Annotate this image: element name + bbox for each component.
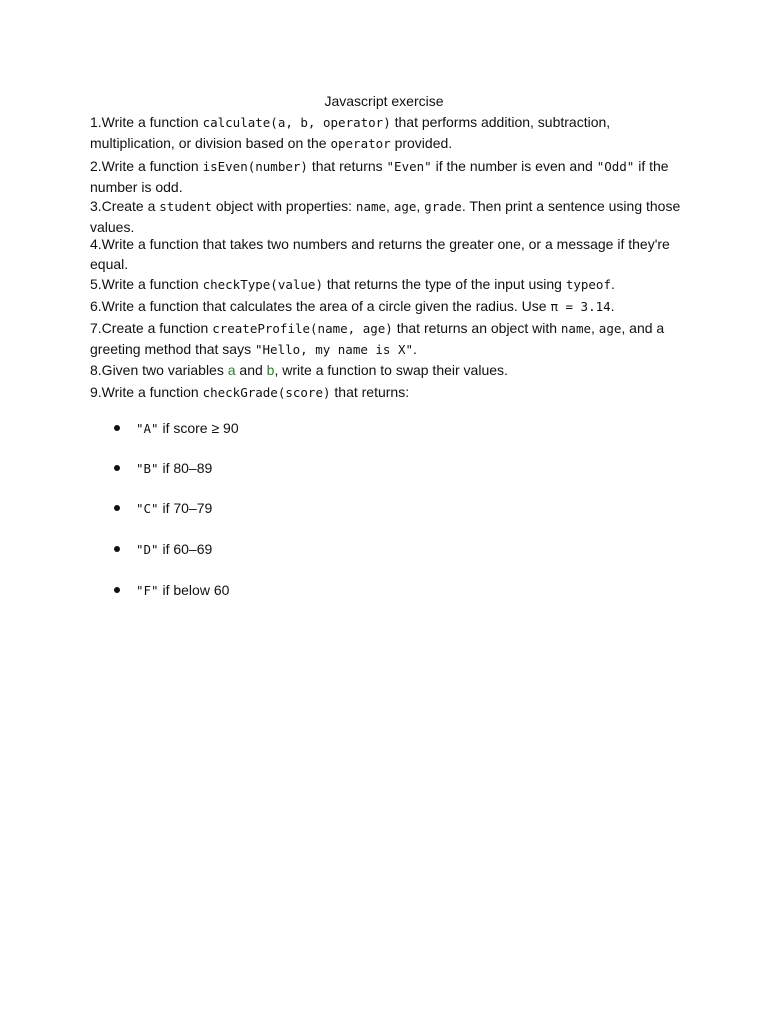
exercise-item-6 xyxy=(90,296,682,317)
code-snippet: typeof xyxy=(565,277,611,292)
bullet-dot-icon xyxy=(114,587,120,593)
code-snippet: checkType(value) xyxy=(202,277,323,292)
grade-bullet-item xyxy=(114,419,239,438)
exercise-text: 9.Write a function xyxy=(90,384,203,400)
grade-bullet-item xyxy=(114,499,212,518)
exercise-text: 3.Create a xyxy=(90,198,160,214)
exercise-item-1 xyxy=(90,112,682,154)
exercise-text: and xyxy=(235,362,267,378)
code-snippet: name xyxy=(560,321,592,336)
exercise-item-7 xyxy=(90,318,682,360)
exercise-text: 8.Given two variables xyxy=(90,362,228,378)
exercise-text: 4.Write a function that takes two numbers and returns the greater one, or a message if they're equal. xyxy=(90,236,670,272)
grade-condition: if 70–79 xyxy=(158,500,213,516)
bullet-dot-icon xyxy=(114,425,120,431)
grade-bullet-item xyxy=(114,581,229,600)
exercise-item-2 xyxy=(90,156,682,197)
code-snippet: calculate(a, b, operator) xyxy=(202,115,391,130)
grade-letter: "B" xyxy=(136,461,159,476)
code-snippet: age xyxy=(598,321,622,336)
page-title: Javascript exercise xyxy=(324,93,444,109)
code-snippet: "Hello, my name is X" xyxy=(255,342,414,357)
code-snippet: π = 3.14 xyxy=(550,299,611,314)
grade-condition: if 60–69 xyxy=(158,541,213,557)
grade-bullet-item xyxy=(114,459,212,478)
code-snippet: isEven(number) xyxy=(202,159,308,174)
grade-letter: "F" xyxy=(136,583,159,598)
exercise-text: 1.Write a function xyxy=(90,114,203,130)
exercise-text: 5.Write a function xyxy=(90,276,203,292)
code-snippet: operator xyxy=(330,136,391,151)
exercise-text: if the number is even and xyxy=(431,158,597,174)
variable-name: a xyxy=(227,362,236,378)
exercise-item-8 xyxy=(90,360,682,380)
exercise-text: that returns the type of the input using xyxy=(323,276,566,292)
exercise-text: provided. xyxy=(390,135,453,151)
code-snippet: student xyxy=(159,199,212,214)
code-snippet: age xyxy=(393,199,417,214)
grade-letter: "C" xyxy=(136,501,159,516)
exercise-text: . xyxy=(610,276,615,292)
exercise-text: , and a greeting method that says xyxy=(90,320,665,357)
exercise-text: that returns xyxy=(307,158,387,174)
exercise-text: that performs addition, subtraction, multiplication, or division based on the xyxy=(90,114,611,151)
code-snippet: "Even" xyxy=(386,159,432,174)
exercise-text: 2.Write a function xyxy=(90,158,203,174)
exercise-text: . xyxy=(413,341,417,357)
exercise-text: that returns an object with xyxy=(392,320,561,336)
code-snippet: checkGrade(score) xyxy=(202,385,331,400)
grade-condition: if below 60 xyxy=(158,582,230,598)
exercise-text: , write a function to swap their values. xyxy=(274,362,508,378)
code-snippet: createProfile(name, age) xyxy=(212,321,393,336)
bullet-dot-icon xyxy=(114,465,120,471)
bullet-dot-icon xyxy=(114,505,120,511)
grade-letter: "A" xyxy=(136,421,159,436)
exercise-text: if the number is odd. xyxy=(90,158,669,195)
grade-bullet-item xyxy=(114,540,212,559)
exercise-item-9 xyxy=(90,382,682,403)
exercise-text: that returns: xyxy=(330,384,410,400)
code-snippet: grade xyxy=(424,199,462,214)
exercise-item-3 xyxy=(90,196,682,237)
exercise-text: object with properties: xyxy=(211,198,356,214)
exercise-text: , xyxy=(416,198,425,214)
exercise-text: . Then print a sentence using those values. xyxy=(90,198,681,235)
grade-condition: if score ≥ 90 xyxy=(158,420,239,436)
bullet-dot-icon xyxy=(114,546,120,552)
exercise-text: , xyxy=(591,320,599,336)
code-snippet: name xyxy=(355,199,387,214)
code-snippet: "Odd" xyxy=(596,159,635,174)
exercise-item-4 xyxy=(90,234,682,274)
exercise-text: 6.Write a function that calculates the area of a circle given the radius. Use xyxy=(90,298,551,314)
grade-condition: if 80–89 xyxy=(158,460,213,476)
exercise-text: , xyxy=(386,198,394,214)
exercise-item-5 xyxy=(90,274,682,295)
exercise-text: 7.Create a function xyxy=(90,320,213,336)
variable-name: b xyxy=(266,362,275,378)
grade-letter: "D" xyxy=(136,542,159,557)
exercise-text: . xyxy=(610,298,615,314)
